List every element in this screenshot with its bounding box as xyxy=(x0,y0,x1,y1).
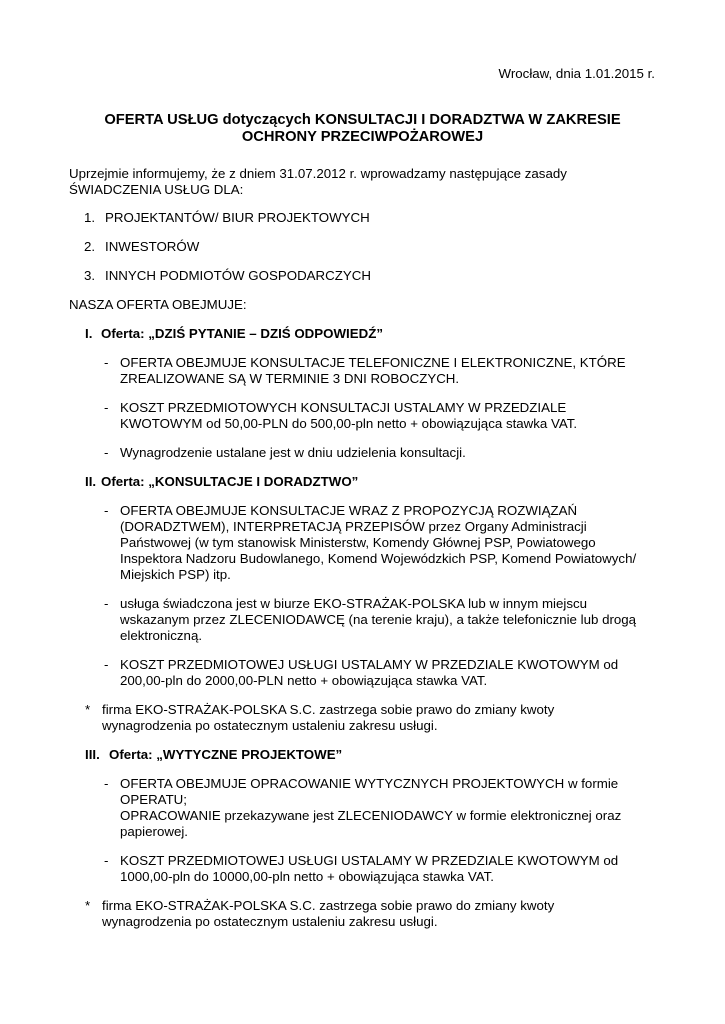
section-item xyxy=(69,657,659,689)
section-note xyxy=(69,702,659,734)
section-item xyxy=(69,503,659,583)
item-line: KWOTOWYM od 50,00-PLN do 500,00-pln netto + obowiązująca stawka VAT. xyxy=(120,416,578,431)
item-line: OFERTA OBEJMUJE OPRACOWANIE WYTYCZNYCH PROJEKTOWYCH w formie xyxy=(120,776,619,791)
section-note xyxy=(69,898,659,930)
section-numeral: III. xyxy=(85,747,100,762)
section-item xyxy=(69,445,659,461)
section-numeral: II. xyxy=(85,474,97,489)
section-items xyxy=(69,503,659,689)
item-line: 1000,00-pln do 10000,00-pln netto + obowiązująca stawka VAT. xyxy=(120,869,494,884)
asterisk-bullet: * xyxy=(85,898,91,913)
item-line: Państwowej (w tym stanowisk Ministerstw, Komendy Głównej PSP, Powiatowego xyxy=(120,535,596,550)
target-item xyxy=(69,210,659,226)
intro-line-1: Uprzejmie informujemy, że z dniem 31.07.2012 r. wprowadzamy następujące zasady xyxy=(69,166,567,181)
intro-paragraph xyxy=(69,166,659,198)
section-items xyxy=(69,355,659,461)
section-heading xyxy=(69,747,659,763)
document-date: Wrocław, dnia 1.01.2015 r. xyxy=(498,66,655,81)
item-line: OPRACOWANIE przekazywane jest ZLECENIODAWCY w formie elektronicznej oraz xyxy=(120,808,622,823)
target-label: PROJEKTANTÓW/ BIUR PROJEKTOWYCH xyxy=(105,210,370,225)
section-items xyxy=(69,776,659,885)
section-item xyxy=(69,776,659,840)
target-number: 2. xyxy=(84,239,96,254)
section-heading xyxy=(69,326,659,342)
target-label: INWESTORÓW xyxy=(105,239,200,254)
dash-bullet: - xyxy=(104,657,109,672)
item-line: KOSZT PRZEDMIOTOWEJ USŁUGI USTALAMY W PRZEDZIALE KWOTOWYM od xyxy=(120,853,619,868)
section-heading xyxy=(69,474,659,490)
item-line: OPERATU; xyxy=(120,792,187,807)
item-line: usługa świadczona jest w biurze EKO-STRAŻAK-POLSKA lub w innym miejscu xyxy=(120,596,588,611)
target-number: 3. xyxy=(84,268,96,283)
section-item xyxy=(69,596,659,644)
item-line: (DORADZTWEM), INTERPRETACJĄ PRZEPISÓW przez Organy Administracji xyxy=(120,519,587,534)
item-line: OFERTA OBEJMUJE KONSULTACJE WRAZ Z PROPOZYCJĄ ROZWIĄZAŃ xyxy=(120,503,578,518)
dash-bullet: - xyxy=(104,355,109,370)
dash-bullet: - xyxy=(104,776,109,791)
item-line: Miejskich PSP) itp. xyxy=(120,567,231,582)
section-item xyxy=(69,853,659,885)
target-list xyxy=(69,210,659,284)
dash-bullet: - xyxy=(104,400,109,415)
item-line: wskazanym przez ZLECENIODAWCĘ (na terenie kraju), a także telefonicznie lub drogą xyxy=(120,612,637,627)
section-item xyxy=(69,400,659,432)
section-title: Oferta: „KONSULTACJE I DORADZTWO” xyxy=(101,474,359,489)
document-body xyxy=(69,166,659,943)
note-line: wynagrodzenia po ostatecznym ustaleniu zakresu usługi. xyxy=(102,718,438,733)
note-line: firma EKO-STRAŻAK-POLSKA S.C. zastrzega sobie prawo do zmiany kwoty xyxy=(102,898,555,913)
item-line: elektroniczną. xyxy=(120,628,203,643)
title-line-2: OCHRONY PRZECIWPOŻAROWEJ xyxy=(241,129,484,145)
target-number: 1. xyxy=(84,210,96,225)
note-line: firma EKO-STRAŻAK-POLSKA S.C. zastrzega sobie prawo do zmiany kwoty xyxy=(102,702,555,717)
item-line: ZREALIZOWANE SĄ W TERMINIE 3 DNI ROBOCZYCH. xyxy=(120,371,460,386)
intro-line-2: ŚWIADCZENIA USŁUG DLA: xyxy=(69,182,244,197)
target-item xyxy=(69,239,659,255)
item-line: papierowej. xyxy=(120,824,189,839)
dash-bullet: - xyxy=(104,503,109,518)
section-title: Oferta: „DZIŚ PYTANIE – DZIŚ ODPOWIEDŹ” xyxy=(101,326,383,341)
document-title xyxy=(60,112,665,146)
section-numeral: I. xyxy=(85,326,93,341)
dash-bullet: - xyxy=(104,853,109,868)
item-line: Inspektora Nadzoru Budowlanego, Komend Wojewódzkich PSP, Komend Powiatowych/ xyxy=(120,551,637,566)
dash-bullet: - xyxy=(104,596,109,611)
target-item xyxy=(69,268,659,284)
scope-heading: NASZA OFERTA OBEJMUJE: xyxy=(69,297,247,312)
item-line: OFERTA OBEJMUJE KONSULTACJE TELEFONICZNE I ELEKTRONICZNE, KTÓRE xyxy=(120,355,626,370)
asterisk-bullet: * xyxy=(85,702,91,717)
dash-bullet: - xyxy=(104,445,109,460)
note-line: wynagrodzenia po ostatecznym ustaleniu zakresu usługi. xyxy=(102,914,438,929)
section-item xyxy=(69,355,659,387)
item-line: KOSZT PRZEDMIOTOWEJ USŁUGI USTALAMY W PRZEDZIALE KWOTOWYM od xyxy=(120,657,619,672)
title-line-1: OFERTA USŁUG dotyczących KONSULTACJI I DORADZTWA W ZAKRESIE xyxy=(104,112,621,128)
section-title: Oferta: „WYTYCZNE PROJEKTOWE” xyxy=(109,747,343,762)
target-label: INNYCH PODMIOTÓW GOSPODARCZYCH xyxy=(105,268,371,283)
item-line: 200,00-pln do 2000,00-PLN netto + obowiązująca stawka VAT. xyxy=(120,673,488,688)
item-line: Wynagrodzenie ustalane jest w dniu udzielenia konsultacji. xyxy=(120,445,466,460)
item-line: KOSZT PRZEDMIOTOWYCH KONSULTACJI USTALAMY W PRZEDZIALE xyxy=(120,400,567,415)
